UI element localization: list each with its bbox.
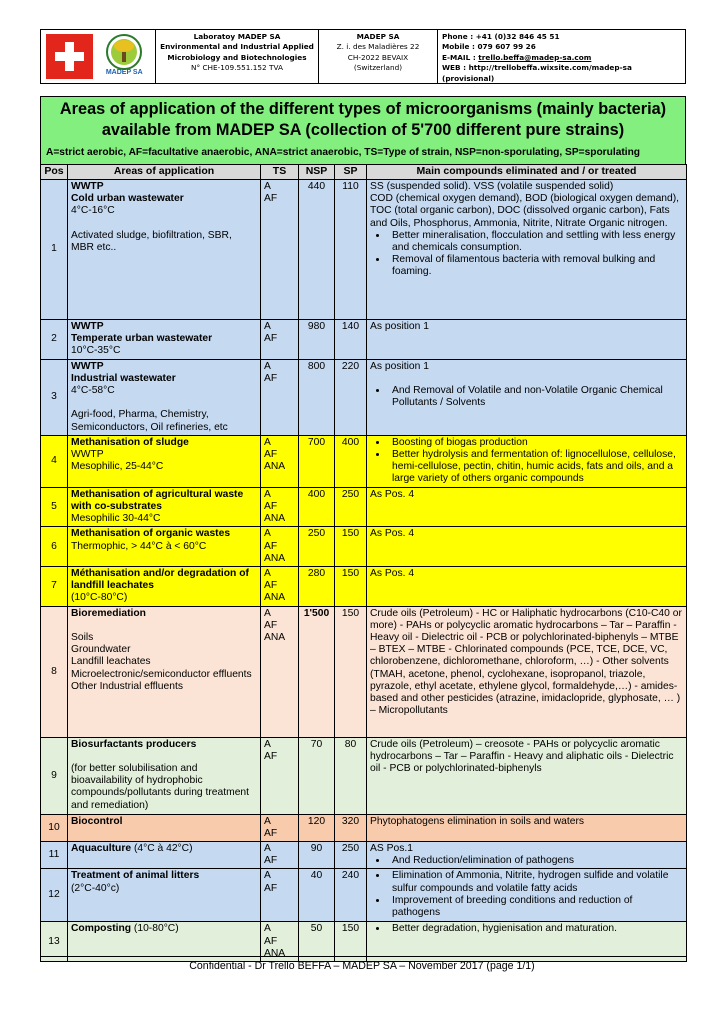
- strain-type: ANA: [264, 513, 286, 525]
- area-detail: (for better solubilisation and bioavailability of hydrophobic compounds/pollutants during treatment and remediation): [71, 763, 250, 811]
- area-title: Biocontrol: [71, 815, 123, 827]
- title-line-1: Areas of application of the different types of microorganisms (mainly bacteria): [59, 100, 667, 118]
- address-line: CH-2022 BEVAIX: [347, 52, 409, 62]
- area-temperature: (4°C à 42°C): [131, 843, 193, 855]
- area-title: WWTP: [71, 321, 104, 332]
- cell-pos: 7: [41, 567, 68, 607]
- cell-sp: 140: [335, 320, 367, 360]
- table-header-row: [41, 165, 687, 180]
- area-title: WWTP: [71, 360, 104, 372]
- strain-type: AF: [264, 333, 278, 345]
- strain-type: ANA: [264, 947, 286, 959]
- table-row: [41, 180, 687, 320]
- cell-sp: 320: [335, 814, 367, 841]
- cell-nsp: 980: [299, 320, 335, 360]
- strain-type: AF: [264, 449, 278, 461]
- document-title-box: [40, 96, 686, 166]
- cell-compounds: [367, 435, 687, 487]
- mobile: Mobile : 079 607 99 26: [442, 42, 536, 52]
- table-row: [41, 737, 687, 814]
- compounds-text: Phytophatogens elimination in soils and waters: [370, 815, 585, 827]
- cell-nsp: 250: [299, 527, 335, 567]
- cell-ts: [261, 180, 299, 320]
- strain-type: AF: [264, 372, 278, 384]
- area-title: Biosurfactants producers: [71, 738, 197, 750]
- cell-compounds: [367, 320, 687, 360]
- col-header-compounds: Main compounds eliminated and / or treated: [367, 165, 687, 180]
- compounds-text: As Pos. 4: [370, 488, 415, 500]
- cell-area: [68, 606, 261, 737]
- table-body: [41, 180, 687, 962]
- cell-sp: 250: [335, 842, 367, 869]
- cell-area: [68, 359, 261, 435]
- strain-type: A: [264, 843, 271, 855]
- strain-type: ANA: [264, 592, 286, 604]
- phone: Phone : +41 (0)32 846 45 51: [442, 32, 560, 41]
- cell-area: [68, 814, 261, 841]
- cell-nsp: 50: [299, 922, 335, 962]
- bullet-item: • Better hydrolysis and fermentation of: lignocellulose, cellulose, hemi-cellulose, pectin, chitin, humic acids, fats and oils, and a large variety of others organic compounds: [388, 449, 683, 486]
- cell-area: [68, 487, 261, 527]
- cell-nsp: 700: [299, 435, 335, 487]
- strain-type: ANA: [264, 552, 286, 564]
- strain-type: A: [264, 488, 271, 500]
- footer: Confidential - Dr Trello BEFFA – MADEP SA – November 2017 (page 1/1): [189, 960, 535, 972]
- cell-area: [68, 180, 261, 320]
- logo-text: MADEP SA: [105, 68, 143, 76]
- cell-nsp: 440: [299, 180, 335, 320]
- area-title: Méthanisation and/or degradation of landfill leachates: [71, 568, 249, 592]
- strain-type: A: [264, 923, 271, 935]
- compounds-text: SS (suspended solid). VSS (volatile suspended solid): [370, 181, 614, 192]
- cell-compounds: [367, 180, 687, 320]
- cell-pos: 9: [41, 737, 68, 814]
- cell-pos: 11: [41, 842, 68, 869]
- strain-type: A: [264, 321, 271, 332]
- area-detail: (10°C-80°C): [71, 592, 128, 604]
- cell-sp: 80: [335, 737, 367, 814]
- table-row: [41, 814, 687, 841]
- table-row: [41, 842, 687, 869]
- cell-ts: [261, 435, 299, 487]
- cell-sp: 240: [335, 869, 367, 922]
- bullet-list: [370, 230, 683, 279]
- bullet-list: [370, 855, 683, 867]
- area-detail: Other Industrial effluents: [71, 680, 183, 692]
- strain-type: AF: [264, 580, 278, 592]
- vat-number: N° CHE-109.551.152 TVA: [191, 63, 283, 73]
- cell-sp: 110: [335, 180, 367, 320]
- bullet-item: • Improvement of breeding conditions and reduction of pathogens: [388, 895, 683, 919]
- cell-compounds: [367, 567, 687, 607]
- lab-line: Environmental and Industrial Applied: [160, 42, 314, 52]
- table-row: [41, 487, 687, 527]
- cell-sp: 220: [335, 359, 367, 435]
- compounds-text: As position 1: [370, 321, 429, 332]
- cell-nsp: 800: [299, 359, 335, 435]
- cell-sp: 150: [335, 527, 367, 567]
- address-line: MADEP SA: [356, 32, 400, 41]
- bullet-list: [370, 437, 683, 486]
- area-detail: Landfill leachates: [71, 656, 151, 668]
- spacer: [370, 373, 683, 385]
- cell-nsp: 40: [299, 869, 335, 922]
- area-title: Treatment of animal litters: [71, 870, 200, 882]
- area-detail: Thermophic, > 44°C à < 60°C: [71, 540, 207, 552]
- abbreviation-legend: A=strict aerobic, AF=facultative anaerobic, ANA=strict anaerobic, TS=Type of strain, NSP=non-sporulating, SP=sporulating: [46, 147, 641, 158]
- area-title: WWTP: [71, 181, 104, 192]
- area-title: Cold urban wastewater: [71, 193, 184, 205]
- bullet-item: • Better degradation, hygienisation and maturation.: [388, 923, 683, 935]
- applications-table: [40, 164, 687, 962]
- compounds-text: AS Pos.1: [370, 843, 413, 855]
- cell-ts: [261, 320, 299, 360]
- cell-area: [68, 842, 261, 869]
- footer-divider: [40, 956, 686, 957]
- strain-type: A: [264, 360, 271, 372]
- cell-area: [68, 435, 261, 487]
- cell-ts: [261, 567, 299, 607]
- cell-ts: [261, 527, 299, 567]
- cell-pos: 6: [41, 527, 68, 567]
- cell-nsp: 280: [299, 567, 335, 607]
- area-title: Aquaculture: [71, 843, 132, 855]
- area-detail: Microelectronic/semiconductor effluents: [71, 668, 252, 680]
- col-header-pos: Pos: [41, 165, 68, 180]
- email-link[interactable]: trello.beffa@madep-sa.com: [478, 52, 592, 62]
- strain-type: AF: [264, 750, 278, 762]
- strain-type: AF: [264, 935, 278, 947]
- area-title: Methanisation of sludge: [71, 436, 189, 448]
- area-detail: Mesophilic 30-44°C: [71, 513, 161, 525]
- cell-ts: [261, 842, 299, 869]
- strain-type: A: [264, 436, 271, 448]
- cell-compounds: [367, 606, 687, 737]
- table-row: [41, 359, 687, 435]
- cell-sp: 150: [335, 567, 367, 607]
- area-detail: Groundwater: [71, 644, 131, 656]
- contact-info: [438, 30, 685, 83]
- strain-type: AF: [264, 855, 278, 867]
- area-detail: 4°C-16°C: [71, 205, 115, 217]
- area-title: Methanisation of organic wastes: [71, 528, 231, 540]
- cell-pos: 8: [41, 606, 68, 737]
- cell-ts: [261, 606, 299, 737]
- strain-type: AF: [264, 501, 278, 513]
- area-detail: WWTP: [71, 449, 104, 461]
- col-header-area: Areas of application: [68, 165, 261, 180]
- cell-ts: [261, 359, 299, 435]
- lab-line: Microbiology and Biotechnologies: [167, 52, 307, 62]
- strain-type: AF: [264, 193, 278, 205]
- cell-pos: 13: [41, 922, 68, 962]
- cell-nsp: 120: [299, 814, 335, 841]
- strain-type: AF: [264, 619, 278, 631]
- address: [319, 30, 438, 83]
- madep-logo: [98, 34, 150, 80]
- strain-type: AF: [264, 882, 278, 894]
- cell-ts: [261, 737, 299, 814]
- table-row: [41, 320, 687, 360]
- area-detail: [71, 218, 257, 230]
- lab-info: [156, 30, 319, 83]
- email-label: E-MAIL :: [442, 52, 479, 62]
- cell-nsp: 90: [299, 842, 335, 869]
- logos: [41, 30, 156, 83]
- website[interactable]: WEB : http://trellobeffa.wixsite.com/madep-sa (provisional): [442, 63, 632, 83]
- cell-area: [68, 869, 261, 922]
- strain-type: A: [264, 870, 271, 882]
- cell-pos: 12: [41, 869, 68, 922]
- address-line: (Switzerland): [353, 63, 403, 73]
- compounds-text: Crude oils (Petroleum) – creosote - PAHs or polycyclic aromatic hydrocarbons – Tar – Paraffin - Heavy and aliphatic oils - Dielectric oil - PCB or polychlorinated-biphenyls: [370, 738, 674, 775]
- area-title: Bioremediation: [71, 607, 146, 619]
- email: [442, 53, 685, 63]
- table-row: [41, 869, 687, 922]
- compounds-text: As Pos. 4: [370, 528, 415, 540]
- madep-tree-icon: [105, 34, 143, 70]
- strain-type: AF: [264, 540, 278, 552]
- cell-nsp: 400: [299, 487, 335, 527]
- area-detail: [71, 397, 257, 409]
- strain-type: A: [264, 738, 271, 750]
- area-detail: Mesophilic, 25-44°C: [71, 461, 164, 473]
- strain-type: A: [264, 568, 271, 580]
- cell-ts: [261, 869, 299, 922]
- address-line: Z. i. des Maladières 22: [336, 42, 420, 52]
- cell-compounds: [367, 487, 687, 527]
- cell-compounds: [367, 814, 687, 841]
- compounds-text: Crude oils (Petroleum) - HC or Haliphatic hydrocarbons (C10-C40 or more) - PAHs or polycyclic aromatic hydrocarbons – Tar – Paraffin - Heavy oil - Dielectric oil - PCB or polychlorinated-biphenyls – MTBE – BTEX – MTBE - Chlorinated compounds (PCE, TCE, DCE, VC, chlorobenzene, dichloromethane, chloroform, …) - Other solvents (TMAH, acetone, phenol, cyclohexane, isopropanol, triazole, pyrazole, ethyl acetate, ethylene glycol, formaldehyde,…) - amides-based and other pesticides (atrazine, imidaclopride, glyphosate, … ) – Micropollutants: [370, 607, 682, 717]
- swiss-flag-icon: [46, 34, 93, 79]
- cell-compounds: [367, 842, 687, 869]
- area-detail: Soils: [71, 632, 94, 644]
- cell-sp: 250: [335, 487, 367, 527]
- cell-pos: 10: [41, 814, 68, 841]
- cell-compounds: [367, 527, 687, 567]
- strain-type: A: [264, 607, 271, 619]
- letterhead: [40, 29, 686, 84]
- compounds-text: COD (chemical oxygen demand), BOD (biological oxygen demand), TOC (total organic carbon), DOC (dissolved organic carbon), Fats and Oils, Phosphorus, Ammonia, Nitrite, Nitrate Organic nitrogen.: [370, 193, 680, 229]
- cell-area: [68, 567, 261, 607]
- cell-nsp: 1'500: [299, 606, 335, 737]
- bullet-item: • And Removal of Volatile and non-Volatile Organic Chemical Pollutants / Solvents: [388, 385, 683, 409]
- cell-ts: [261, 814, 299, 841]
- area-detail: (2°C-40°c): [71, 882, 120, 894]
- table-row: [41, 435, 687, 487]
- area-title: Composting: [71, 923, 132, 935]
- cell-area: [68, 737, 261, 814]
- cell-compounds: [367, 737, 687, 814]
- cell-area: [68, 320, 261, 360]
- area-detail: 10°C-35°C: [71, 345, 121, 357]
- area-detail: [71, 620, 257, 632]
- strain-type: ANA: [264, 632, 286, 644]
- table-row: [41, 567, 687, 607]
- cell-pos: 4: [41, 435, 68, 487]
- lab-name: Laboratoy MADEP SA: [193, 32, 281, 41]
- area-detail: Activated sludge, biofiltration, SBR, MBR etc..: [71, 229, 232, 254]
- area-detail: [71, 751, 257, 763]
- strain-type: A: [264, 528, 271, 540]
- area-detail: Agri-food, Pharma, Chemistry, Semiconductors, Oil refineries, etc: [71, 409, 228, 433]
- area-title: Methanisation of agricultural waste with co-substrates: [71, 488, 244, 513]
- col-header-sp: SP: [335, 165, 367, 180]
- cell-nsp: 70: [299, 737, 335, 814]
- bullet-list: [370, 385, 683, 409]
- bullet-list: [370, 870, 683, 919]
- col-header-ts: TS: [261, 165, 299, 180]
- strain-type: ANA: [264, 461, 286, 473]
- compounds-text: As position 1: [370, 360, 429, 372]
- cell-area: [68, 527, 261, 567]
- cell-sp: 150: [335, 606, 367, 737]
- area-detail: 4°C-58°C: [71, 385, 115, 397]
- cell-pos: 2: [41, 320, 68, 360]
- bullet-item: • Elimination of Ammonia, Nitrite, hydrogen sulfide and volatile sulfur compounds and volatile fatty acids: [388, 870, 683, 894]
- title-line-2: available from MADEP SA (collection of 5'700 different pure strains): [101, 121, 625, 139]
- cell-ts: [261, 487, 299, 527]
- bullet-item: • Removal of filamentous bacteria with removal bulking and foaming.: [388, 254, 683, 278]
- cell-compounds: [367, 869, 687, 922]
- cell-pos: 5: [41, 487, 68, 527]
- strain-type: AF: [264, 827, 278, 839]
- area-title: Industrial wastewater: [71, 372, 176, 384]
- strain-type: A: [264, 815, 271, 827]
- cell-sp: 400: [335, 435, 367, 487]
- cell-sp: 150: [335, 922, 367, 962]
- bullet-item: • Boosting of biogas production: [388, 437, 683, 449]
- cell-compounds: [367, 359, 687, 435]
- compounds-text: As Pos. 4: [370, 568, 415, 580]
- strain-type: A: [264, 181, 271, 192]
- table-row: [41, 527, 687, 567]
- area-title: Temperate urban wastewater: [71, 333, 213, 345]
- bullet-item: • And Reduction/elimination of pathogens: [388, 855, 683, 867]
- bullet-item: • Better mineralisation, flocculation and settling with less energy and chemicals consumption.: [388, 230, 683, 254]
- cell-pos: 1: [41, 180, 68, 320]
- table-row: [41, 606, 687, 737]
- area-temperature: (10-80°C): [131, 923, 179, 935]
- cell-pos: 3: [41, 359, 68, 435]
- col-header-nsp: NSP: [299, 165, 335, 180]
- bullet-list: [370, 923, 683, 935]
